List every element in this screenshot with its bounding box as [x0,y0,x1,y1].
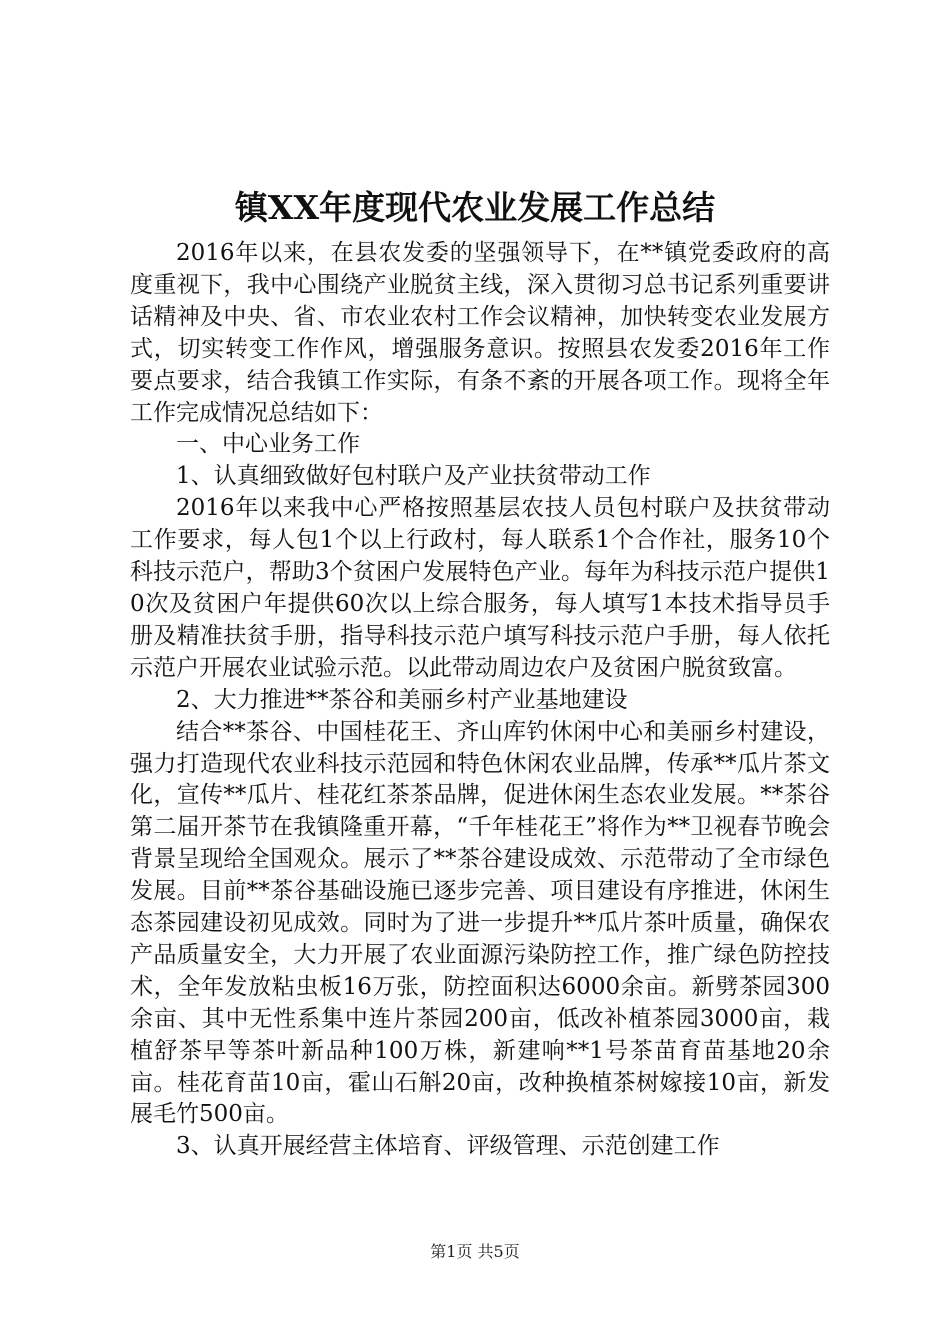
paragraph-intro: 2016年以来，在县农发委的坚强领导下，在**镇党委政府的高度重视下，我中心围绕产业脱贫主线，深入贯彻习总书记系列重要讲话精神及中央、省、市农业农村工作会议精神，加快转变农业发展方式，切实转变工作作风，增强服务意识。按照县农发委2016年工作要点要求，结合我镇工作实际，有条不紊的开展各项工作。现将全年工作完成情况总结如下： [130,240,830,426]
document-title: 镇XX年度现代农业发展工作总结 [234,188,716,227]
subsection-heading-1: 1、认真细致做好包村联户及产业扶贫带动工作 [176,463,651,490]
section-heading-1: 一、中心业务工作 [176,431,360,458]
subsection-heading-3: 3、认真开展经营主体培育、评级管理、示范创建工作 [176,1133,720,1160]
subsection-heading-2: 2、大力推进**茶谷和美丽乡村产业基地建设 [176,686,628,713]
paragraph-village-household: 2016年以来我中心严格按照基层农技人员包村联户及扶贫带动工作要求，每人包1个以上行政村，每人联系1个合作社，服务10个科技示范户，帮助3个贫困户发展特色产业。每年为科技示范户提供10次及贫困户年提供60次以上综合服务，每人填写1本技术指导员手册及精准扶贫手册，指导科技示范户填写科技示范户手册，每人依托示范户开展农业试验示范。以此带动周边农户及贫困户脱贫致富。 [130,495,830,681]
page-footer: 第1页 共5页 [430,1242,520,1261]
document-body [130,238,830,1163]
paragraph-tea-valley: 结合**茶谷、中国桂花王、齐山库钓休闲中心和美丽乡村建设，强力打造现代农业科技示范园和特色休闲农业品牌，传承**瓜片茶文化，宣传**瓜片、桂花红茶茶品牌，促进休闲生态农业发展。**茶谷第二届开茶节在我镇隆重开幕，“千年桂花王”将作为**卫视春节晚会背景呈现给全国观众。展示了**茶谷建设成效、示范带动了全市绿色发展。目前**茶谷基础设施已逐步完善、项目建设有序推进，休闲生态茶园建设初见成效。同时为了进一步提升**瓜片茶叶质量，确保农产品质量安全，大力开展了农业面源污染防控工作，推广绿色防控技术，全年发放粘虫板16万张，防控面积达6000余亩。新劈茶园300余亩、其中无性系集中连片茶园200亩，低改补植茶园3000亩，栽植舒茶早等茶叶新品种100万株，新建响**1号茶苗育苗基地20余亩。桂花育苗10亩，霍山石斛20亩，改种换植茶树嫁接10亩，新发展毛竹500亩。 [130,718,830,1128]
